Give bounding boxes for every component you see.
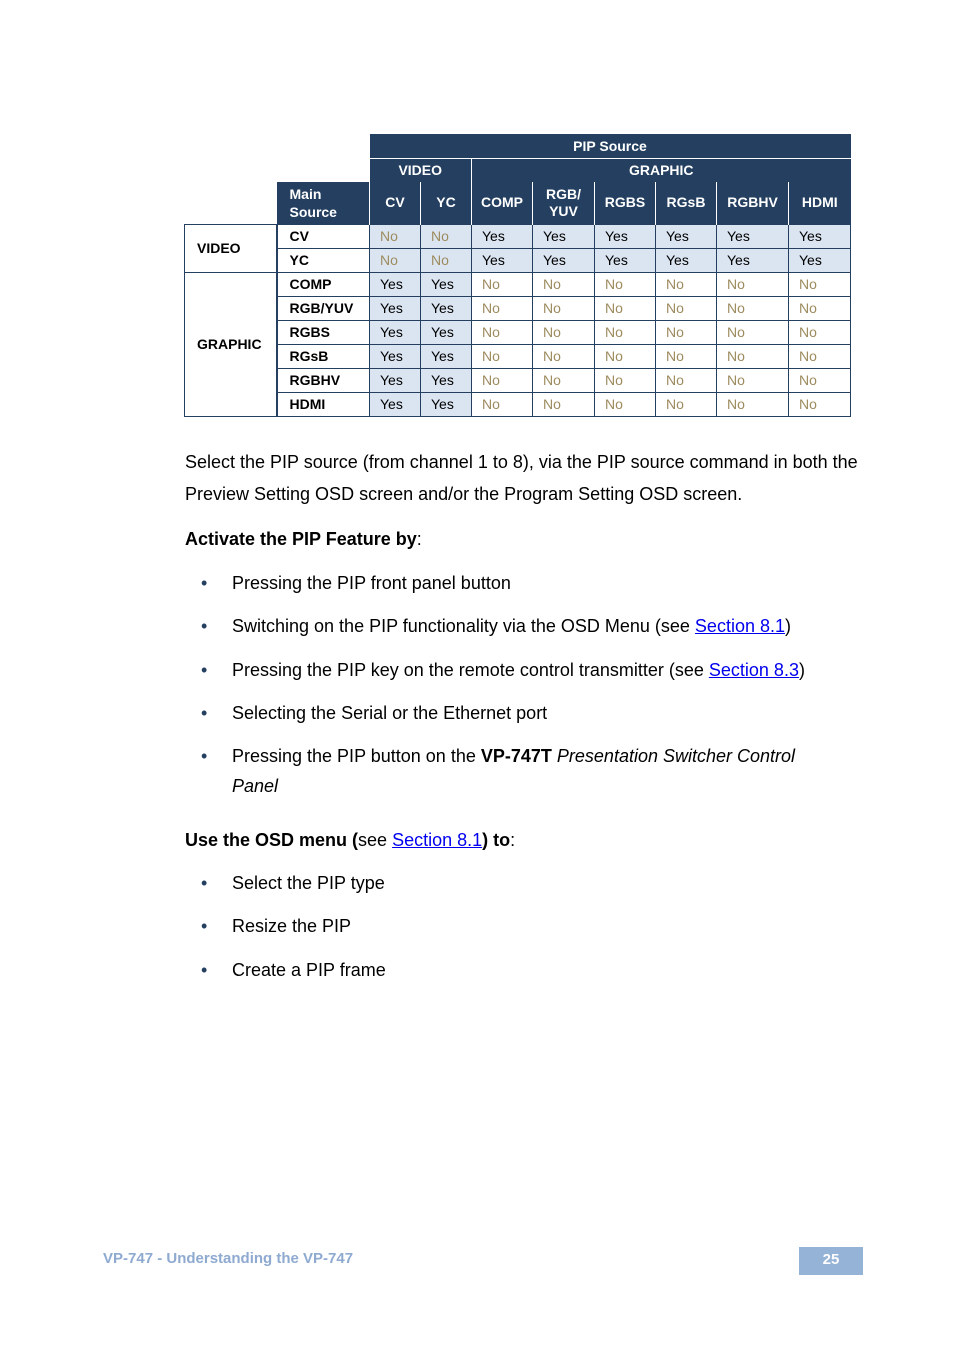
table-cell: No [472, 320, 533, 344]
list-item: Selecting the Serial or the Ethernet port [232, 703, 548, 723]
table-cell: Yes [370, 320, 421, 344]
table-cell: Yes [656, 248, 717, 272]
bullet-icon: • [201, 960, 208, 980]
list-item: Pressing the PIP front panel button [232, 573, 511, 593]
pip-compatibility-table [184, 134, 851, 417]
table-cell: Yes [533, 248, 595, 272]
table-cell: No [472, 272, 533, 296]
table-cell: No [533, 320, 595, 344]
list-item: Pressing the PIP button on the VP-747T Presentation Switcher Control Panel [232, 746, 796, 796]
osd-heading: Use the OSD menu (see Section 8.1) to: [185, 830, 516, 850]
section-8-1-link[interactable]: Section 8.1 [392, 830, 483, 850]
table-cell: No [595, 392, 656, 416]
row-label: RGBS [277, 320, 370, 344]
table-cell: No [595, 296, 656, 320]
table-row [185, 368, 851, 392]
row-group-label: GRAPHIC [185, 272, 277, 416]
table-row [185, 296, 851, 320]
pip-group-video-header: VIDEO [370, 158, 472, 182]
main-source-header: Main Source [277, 182, 370, 224]
list-item: Pressing the PIP key on the remote control transmitter (see Section 8.3) [232, 660, 805, 680]
table-cell: No [717, 272, 789, 296]
column-header: RGB/ YUV [533, 182, 595, 224]
table-cell: No [595, 368, 656, 392]
table-row [185, 392, 851, 416]
table-cell: Yes [789, 224, 851, 248]
table-cell: No [656, 272, 717, 296]
list-item: Switching on the PIP functionality via the OSD Menu (see Section 8.1) [232, 616, 791, 636]
table-cell: No [789, 272, 851, 296]
activate-heading: Activate the PIP Feature by: [185, 529, 422, 549]
pip-group-graphic-header: GRAPHIC [472, 158, 851, 182]
table-cell: No [472, 296, 533, 320]
table-row [185, 224, 851, 248]
table-cell: No [533, 272, 595, 296]
row-label: RGBHV [277, 368, 370, 392]
table-cell: Yes [370, 296, 421, 320]
column-header: RGsB [656, 182, 717, 224]
table-cell: No [656, 368, 717, 392]
table-cell: Yes [472, 248, 533, 272]
table-cell: Yes [472, 224, 533, 248]
row-label: RGB/YUV [277, 296, 370, 320]
table-cell: No [717, 296, 789, 320]
table-cell: Yes [370, 392, 421, 416]
footer-title: VP-747 - Understanding the VP-747 [103, 1250, 354, 1267]
table-cell: Yes [421, 296, 472, 320]
table-cell: Yes [595, 224, 656, 248]
list-item: Create a PIP frame [232, 960, 386, 980]
row-label: HDMI [277, 392, 370, 416]
table-cell: No [533, 344, 595, 368]
table-cell: Yes [421, 320, 472, 344]
row-label: CV [277, 224, 370, 248]
page-number: 25 [799, 1247, 863, 1275]
table-cell: Yes [370, 272, 421, 296]
table-cell: No [656, 344, 717, 368]
table-cell: No [717, 392, 789, 416]
table-cell: No [656, 320, 717, 344]
table-cell: No [472, 392, 533, 416]
table-cell: No [789, 320, 851, 344]
table-cell: No [789, 344, 851, 368]
list-item: Select the PIP type [232, 873, 385, 893]
table-cell: No [717, 320, 789, 344]
table-cell: Yes [595, 248, 656, 272]
table-row [185, 320, 851, 344]
table-row [185, 344, 851, 368]
table-cell: Yes [421, 392, 472, 416]
bullet-icon: • [201, 916, 208, 936]
table-cell: No [595, 272, 656, 296]
section-8-3-link[interactable]: Section 8.3 [708, 660, 799, 680]
pip-source-header: PIP Source [370, 134, 851, 158]
column-header: HDMI [789, 182, 851, 224]
table-row [185, 272, 851, 296]
row-label: YC [277, 248, 370, 272]
row-group-label: VIDEO [185, 224, 277, 272]
table-cell: Yes [717, 224, 789, 248]
table-cell: No [789, 296, 851, 320]
table-cell: No [656, 296, 717, 320]
bullet-icon: • [201, 660, 208, 680]
table-cell: No [789, 392, 851, 416]
section-8-1-link[interactable]: Section 8.1 [694, 616, 785, 636]
intro-line-2: Preview Setting OSD screen and/or the Program Setting OSD screen. [185, 484, 743, 504]
bullet-icon: • [201, 873, 208, 893]
bullet-icon: • [201, 616, 208, 636]
bullet-icon: • [201, 573, 208, 593]
table-cell: No [533, 368, 595, 392]
table-cell: No [595, 320, 656, 344]
intro-line-1: Select the PIP source (from channel 1 to 8), via the PIP source command in both the [185, 452, 858, 472]
table-cell: No [656, 392, 717, 416]
table-cell: No [717, 368, 789, 392]
table-cell: Yes [717, 248, 789, 272]
table-cell: Yes [370, 344, 421, 368]
table-cell: No [533, 296, 595, 320]
table-cell: No [370, 224, 421, 248]
table-cell: Yes [421, 368, 472, 392]
table-cell: Yes [789, 248, 851, 272]
table-cell: No [421, 224, 472, 248]
column-header: RGBS [595, 182, 656, 224]
bullet-icon: • [201, 746, 208, 766]
table-cell: No [370, 248, 421, 272]
table-cell: No [472, 344, 533, 368]
bullet-icon: • [201, 703, 208, 723]
row-label: COMP [277, 272, 370, 296]
table-cell: No [595, 344, 656, 368]
table-cell: Yes [421, 272, 472, 296]
table-cell: No [717, 344, 789, 368]
column-header: COMP [472, 182, 533, 224]
column-header: YC [421, 182, 472, 224]
list-item: Resize the PIP [232, 916, 352, 936]
table-cell: No [533, 392, 595, 416]
table-cell: Yes [533, 224, 595, 248]
table-cell: Yes [421, 344, 472, 368]
column-header: RGBHV [717, 182, 789, 224]
table-row [185, 248, 851, 272]
table-cell: Yes [370, 368, 421, 392]
column-header: CV [370, 182, 421, 224]
table-cell: No [472, 368, 533, 392]
table-cell: No [421, 248, 472, 272]
table-cell: No [789, 368, 851, 392]
row-label: RGsB [277, 344, 370, 368]
table-corner [185, 134, 370, 158]
table-cell: Yes [656, 224, 717, 248]
